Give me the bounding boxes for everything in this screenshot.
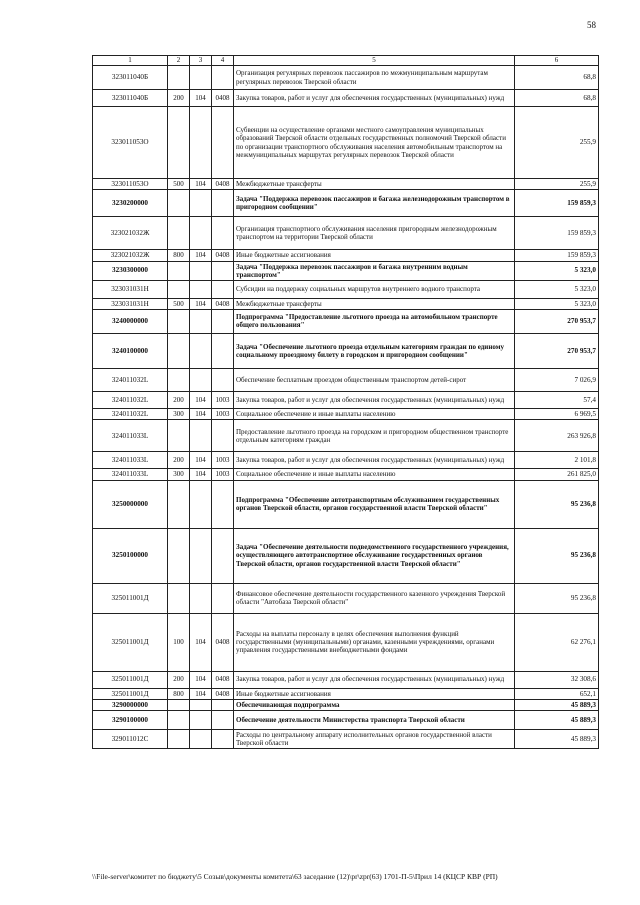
admin-cell [190,66,212,90]
description-cell: Социальное обеспечение и иные выплаты населению [234,408,515,419]
kvr-cell: 100 [168,613,190,671]
code-cell: 324011033L [93,420,168,452]
table-row [93,250,599,261]
table-row [93,280,599,298]
description-cell: Подпрограмма "Предоставление льготного проезда на автомобильном транспорте общего пользования" [234,309,515,333]
admin-cell [190,711,212,730]
section-cell [212,583,234,613]
section-cell: 1003 [212,408,234,419]
kvr-cell: 200 [168,671,190,688]
table-row [93,408,599,419]
page-number: 58 [587,20,596,30]
description-cell: Субвенции на осуществление органами местного самоуправления муниципальных образований Тверской области отдельных государственных полномочий Тверской области по организации транспортного обслуживания населения автомобильным транспортом на межмуниципальных маршрутах регулярных перевозок Тверской области [234,107,515,179]
code-cell: 3250000000 [93,480,168,528]
code-cell: 329011012С [93,730,168,749]
amount-cell: 45 889,3 [515,730,599,749]
section-cell [212,66,234,90]
code-cell: 3230300000 [93,261,168,280]
amount-cell: 7 026,9 [515,368,599,391]
code-cell: 325011001Д [93,671,168,688]
table-row [93,671,599,688]
kvr-cell: 300 [168,469,190,480]
admin-cell [190,333,212,368]
kvr-cell: 800 [168,250,190,261]
table-row [93,730,599,749]
admin-cell: 104 [190,90,212,107]
code-cell: 324011032L [93,391,168,408]
kvr-cell [168,261,190,280]
kvr-cell: 200 [168,391,190,408]
description-cell: Обеспечение деятельности Министерства транспорта Тверской области [234,711,515,730]
code-cell: 323011053О [93,107,168,179]
file-path-footer: \\File-server\комитет по бюджету\5 Созыв\документы комитета\63 заседание (12)\pr\zpr(63) 1701-П-5\Прил 14 (КЦСР КВР (РП) [92,872,498,881]
section-cell [212,333,234,368]
description-cell: Финансовое обеспечение деятельности государственного казенного учреждения Тверской области "Автобаза Тверской области" [234,583,515,613]
kvr-cell [168,309,190,333]
section-cell [212,309,234,333]
code-cell: 324011033L [93,452,168,469]
amount-cell: 68,8 [515,66,599,90]
description-cell: Расходы по центральному аппарату исполнительных органов государственной власти Тверской области [234,730,515,749]
code-cell: 323021032Ж [93,217,168,250]
description-cell: Иные бюджетные ассигнования [234,688,515,699]
amount-cell: 45 889,3 [515,711,599,730]
header-cell: 4 [212,56,234,66]
section-cell [212,699,234,710]
code-cell: 3240100000 [93,333,168,368]
amount-cell: 95 236,8 [515,583,599,613]
description-cell: Закупка товаров, работ и услуг для обеспечения государственных (муниципальных) нужд [234,391,515,408]
kvr-cell: 200 [168,452,190,469]
table-row [93,420,599,452]
table-row [93,469,599,480]
kvr-cell: 200 [168,90,190,107]
amount-cell: 45 889,3 [515,699,599,710]
description-cell: Задача "Обеспечение деятельности подведомственного государственного учреждения, осуществляющего автотранспортное обслуживание государственных органов Тверской области, органов государственной власти Тверской области" [234,528,515,583]
code-cell: 325011001Д [93,613,168,671]
budget-table [92,55,599,749]
code-cell: 323011040Б [93,90,168,107]
amount-cell: 62 276,1 [515,613,599,671]
amount-cell: 270 953,7 [515,333,599,368]
section-cell: 0408 [212,250,234,261]
kvr-cell [168,711,190,730]
code-cell: 3250100000 [93,528,168,583]
table-row [93,368,599,391]
header-cell: 5 [234,56,515,66]
table-row [93,699,599,710]
table-row [93,179,599,190]
kvr-cell [168,107,190,179]
table-row [93,298,599,309]
description-cell: Субсидии на поддержку социальных маршрутов внутреннего водного транспорта [234,280,515,298]
admin-cell: 104 [190,671,212,688]
amount-cell: 263 926,8 [515,420,599,452]
section-cell [212,730,234,749]
code-cell: 3290000000 [93,699,168,710]
admin-cell [190,280,212,298]
admin-cell: 104 [190,391,212,408]
amount-cell: 5 323,0 [515,261,599,280]
description-cell: Межбюджетные трансферты [234,298,515,309]
kvr-cell [168,368,190,391]
admin-cell [190,528,212,583]
admin-cell: 104 [190,250,212,261]
kvr-cell [168,730,190,749]
section-cell [212,280,234,298]
kvr-cell [168,528,190,583]
section-cell [212,480,234,528]
description-cell: Задача "Обеспечение льготного проезда отдельным категориям граждан по единому социальному проездному билету в городском и пригородном сообщении" [234,333,515,368]
code-cell: 325011001Д [93,583,168,613]
description-cell: Закупка товаров, работ и услуг для обеспечения государственных (муниципальных) нужд [234,90,515,107]
section-cell: 0408 [212,688,234,699]
header-cell: 2 [168,56,190,66]
table-row [93,452,599,469]
admin-cell: 104 [190,179,212,190]
code-cell: 323021032Ж [93,250,168,261]
section-cell: 0408 [212,671,234,688]
amount-cell: 95 236,8 [515,480,599,528]
kvr-cell [168,333,190,368]
amount-cell: 5 323,0 [515,298,599,309]
admin-cell: 104 [190,688,212,699]
section-cell: 1003 [212,391,234,408]
table-row [93,711,599,730]
table-row [93,66,599,90]
table-row [93,217,599,250]
header-cell: 1 [93,56,168,66]
code-cell: 325011001Д [93,688,168,699]
section-cell: 1003 [212,452,234,469]
amount-cell: 255,9 [515,179,599,190]
admin-cell [190,217,212,250]
amount-cell: 255,9 [515,107,599,179]
amount-cell: 270 953,7 [515,309,599,333]
admin-cell [190,583,212,613]
section-cell [212,261,234,280]
header-cell: 6 [515,56,599,66]
description-cell: Организация транспортного обслуживания населения пригородным железнодорожным транспортом на территории Тверской области [234,217,515,250]
code-cell: 3240000000 [93,309,168,333]
admin-cell [190,480,212,528]
description-cell: Социальное обеспечение и иные выплаты населению [234,469,515,480]
description-cell: Обеспечение бесплатным проездом общественным транспортом детей-сирот [234,368,515,391]
section-cell [212,420,234,452]
description-cell: Расходы на выплаты персоналу в целях обеспечения выполнения функций государственными (муниципальными) органами, казенными учреждениями, органами управления государственными внебюджетными фондами [234,613,515,671]
code-cell: 324011033L [93,469,168,480]
table-row [93,688,599,699]
kvr-cell: 500 [168,179,190,190]
description-cell: Иные бюджетные ассигнования [234,250,515,261]
code-cell: 323011053О [93,179,168,190]
section-cell: 0408 [212,298,234,309]
table-row [93,333,599,368]
table-row [93,261,599,280]
code-cell: 323011040Б [93,66,168,90]
table-row [93,613,599,671]
kvr-cell [168,420,190,452]
kvr-cell [168,217,190,250]
description-cell: Межбюджетные трансферты [234,179,515,190]
admin-cell: 104 [190,298,212,309]
code-cell: 3290100000 [93,711,168,730]
description-cell: Организация регулярных перевозок пассажиров по межмуниципальным маршрутам регулярных перевозок Тверской области [234,66,515,90]
amount-cell: 159 859,3 [515,190,599,217]
admin-cell [190,420,212,452]
amount-cell: 159 859,3 [515,250,599,261]
section-cell [212,107,234,179]
code-cell: 324011032L [93,408,168,419]
budget-table-body [93,56,599,749]
kvr-cell: 800 [168,688,190,699]
table-row [93,528,599,583]
admin-cell [190,107,212,179]
section-cell [212,368,234,391]
kvr-cell [168,280,190,298]
code-cell: 323031031Н [93,280,168,298]
amount-cell: 6 969,5 [515,408,599,419]
kvr-cell [168,480,190,528]
admin-cell: 104 [190,452,212,469]
section-cell [212,528,234,583]
section-cell [212,217,234,250]
amount-cell: 159 859,3 [515,217,599,250]
table-row [93,107,599,179]
kvr-cell: 500 [168,298,190,309]
code-cell: 3230200000 [93,190,168,217]
table-row [93,309,599,333]
admin-cell [190,699,212,710]
description-cell: Закупка товаров, работ и услуг для обеспечения государственных (муниципальных) нужд [234,671,515,688]
table-row [93,480,599,528]
admin-cell [190,190,212,217]
admin-cell: 104 [190,469,212,480]
section-cell [212,190,234,217]
admin-cell [190,730,212,749]
admin-cell: 104 [190,613,212,671]
description-cell: Задача "Поддержка перевозок пассажиров и багажа железнодорожным транспортом в пригородном сообщении" [234,190,515,217]
description-cell: Подпрограмма "Обеспечение автотранспортным обслуживанием государственных органов Тверской области, органов государственной власти Тверской области" [234,480,515,528]
amount-cell: 32 308,6 [515,671,599,688]
section-cell: 0408 [212,90,234,107]
code-cell: 323031031Н [93,298,168,309]
description-cell: Обеспечивающая подпрограмма [234,699,515,710]
amount-cell: 261 825,0 [515,469,599,480]
kvr-cell [168,66,190,90]
table-row [93,190,599,217]
table-header-row [93,56,599,66]
section-cell: 1003 [212,469,234,480]
admin-cell [190,309,212,333]
amount-cell: 95 236,8 [515,528,599,583]
amount-cell: 2 101,8 [515,452,599,469]
admin-cell: 104 [190,408,212,419]
kvr-cell: 300 [168,408,190,419]
kvr-cell [168,699,190,710]
amount-cell: 5 323,0 [515,280,599,298]
amount-cell: 652,1 [515,688,599,699]
admin-cell [190,261,212,280]
table-row [93,391,599,408]
description-cell: Задача "Поддержка перевозок пассажиров и багажа внутренним водным транспортом" [234,261,515,280]
header-cell: 3 [190,56,212,66]
kvr-cell [168,583,190,613]
table-row [93,583,599,613]
section-cell: 0408 [212,179,234,190]
kvr-cell [168,190,190,217]
section-cell: 0408 [212,613,234,671]
admin-cell [190,368,212,391]
amount-cell: 68,8 [515,90,599,107]
description-cell: Предоставление льготного проезда на городском и пригородном общественном транспорте отдельным категориям граждан [234,420,515,452]
amount-cell: 57,4 [515,391,599,408]
description-cell: Закупка товаров, работ и услуг для обеспечения государственных (муниципальных) нужд [234,452,515,469]
section-cell [212,711,234,730]
table-row [93,90,599,107]
code-cell: 324011032L [93,368,168,391]
